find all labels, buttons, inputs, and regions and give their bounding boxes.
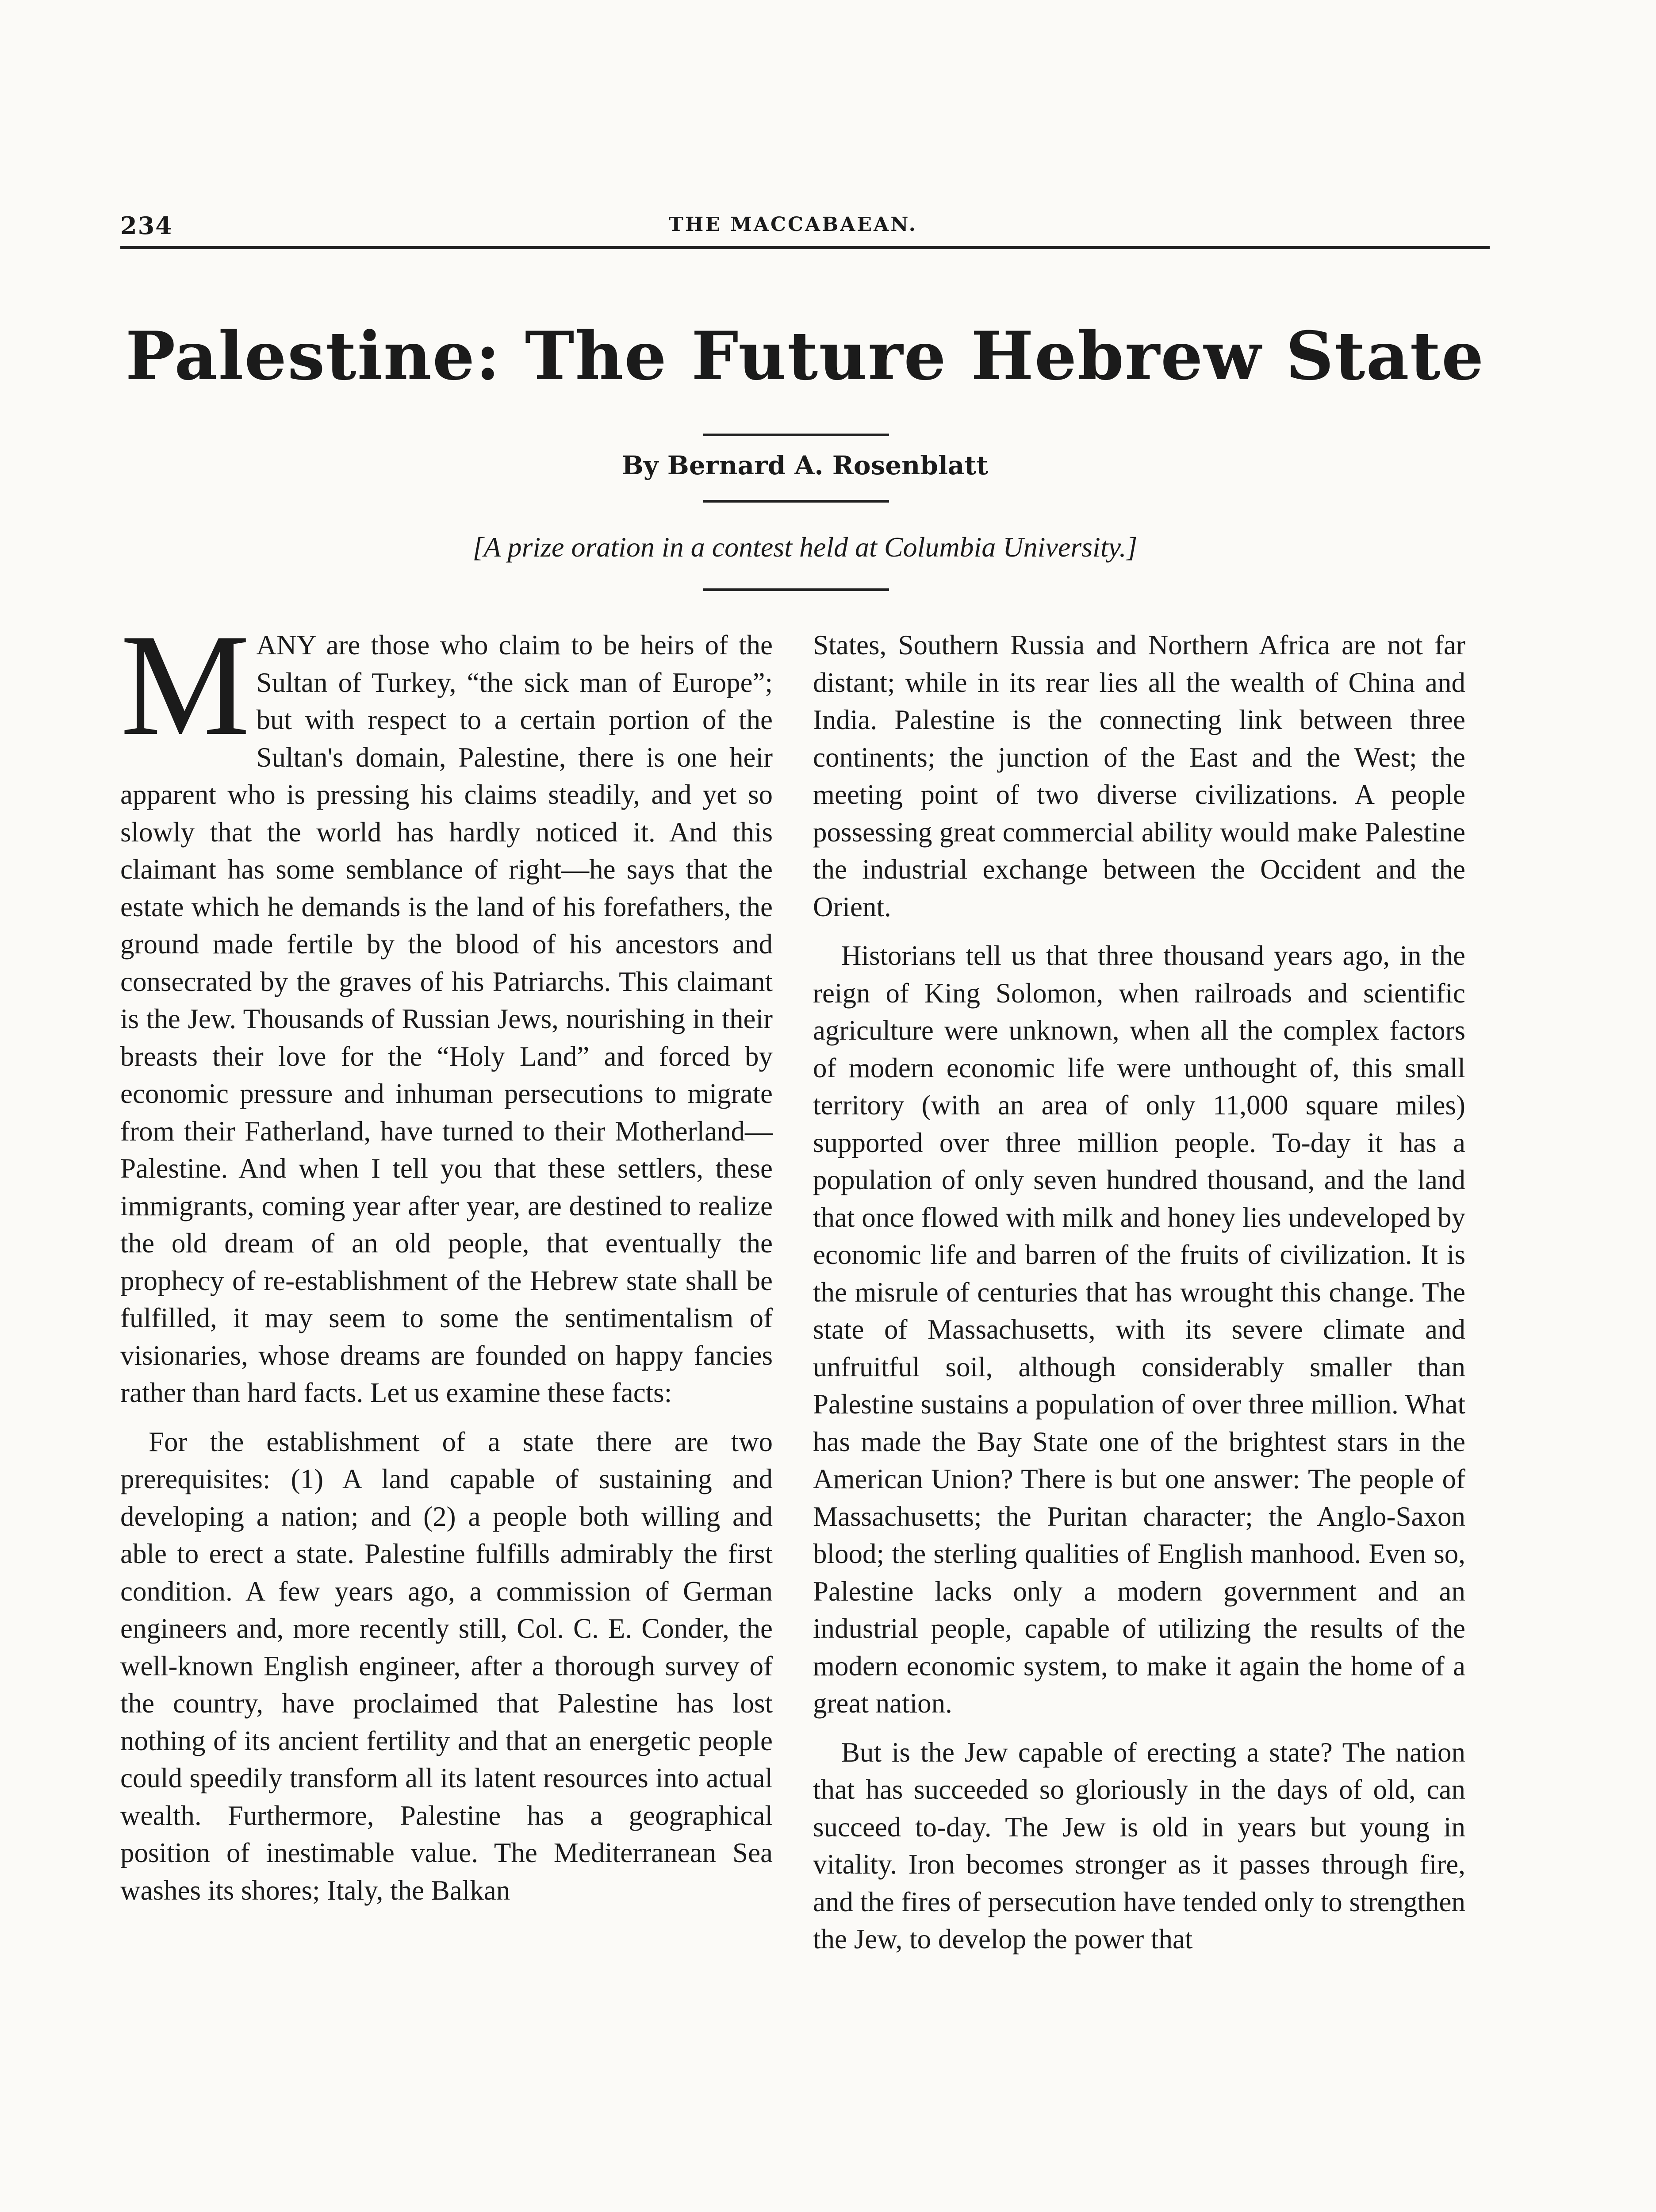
article-title: Palestine: The Future Hebrew State [125,317,1485,395]
subtitle: [A prize oration in a contest held at Columbia University.] [472,531,1138,563]
page-header [120,211,1490,242]
paragraph-5: But is the Jew capable of erecting a state? The nation that has succeeded so gloriously in the days of old, can succeed to-day. The Jew is old in years but young in vitality. Iron becomes stronger as it passes through fire, and the fires of persecution have tended only to strengthen the Jew, to develop the power that [813,1736,1465,1955]
byline-rule [703,500,889,503]
drop-cap: M [120,604,250,766]
paragraph-1-text: ANY are those who claim to be heirs of the Sultan of Turkey, “the sick man of Europe”; but with respect to a certain portion of the Sultan's domain, Palestine, there is one heir apparent who is pressing his claims steadily, and yet so slowly that the world has hardly noticed it. And this claimant has some semblance of right—he says that the estate which he demands is the land of his forefathers, the ground made fertile by the blood of his ancestors and consecrated by the graves of his Patriarchs. This claimant is the Jew. Thousands of Russian Jews, nourishing in their breasts their love for the “Holy Land” and forced by economic pressure and inhuman persecutions to migrate from their Fatherland, have turned to their Motherland—Palestine. And when I tell you that these settlers, these immigrants, coming year after year, are destined to realize the old dream of an old people, that eventually the prophecy of re-establishment of the Hebrew state shall be fulfilled, it may seem to some the sentimentalism of visionaries, whose dreams are founded on happy fancies rather than hard facts. Let us examine these facts: [120,630,773,1408]
paragraph-3: States, Southern Russia and Northern Africa are not far distant; while in its rear lies all the wealth of China and India. Palestine is the connecting link between three continents; the junction of the East and the West; the meeting point of two diverse civilizations. A people possessing great commercial ability would make Palestine the industrial exchange between the Occident and the Orient. [813,630,1465,922]
page-number: 234 [120,211,173,240]
column-left [120,604,773,1909]
title-rule [703,434,889,436]
paragraph-4: Historians tell us that three thousand years ago, in the reign of King Solomon, when railroads and scientific agriculture were unknown, when all the complex factors of modern economic life were unthought of, this small territory (with an area of only 11,000 square miles) supported over three million people. To-day it has a population of only seven hundred thousand, and the land that once flowed with milk and honey lies undeveloped by economic life and barren of the fruits of civilization. It is the misrule of centuries that has wrought this change. The state of Massachusetts, with its severe climate and unfruitful soil, although considerably smaller than Palestine sustains a population of over three million. What has made the Bay State one of the brightest stars in the American Union? There is but one answer: The people of Massachusetts; the Puritan character; the Anglo-Saxon blood; the sterling qualities of English manhood. Even so, Palestine lacks only a modern government and an industrial people, capable of utilizing the results of the modern economic system, to make it again the home of a great nation. [813,940,1465,1719]
running-head: THE MACCABAEAN. [669,213,917,236]
byline: By Bernard A. Rosenblatt [621,450,989,480]
column-right [813,626,1465,1958]
header-rule [120,246,1490,249]
subtitle-rule [703,588,889,591]
paragraph-2: For the establishment of a state there are two prerequisites: (1) A land capable of sustaining and developing a nation; and (2) a people both willing and able to erect a state. Palestine fulfills admirably the first condition. A few years ago, a commission of German engineers and, more recently still, Col. C. E. Conder, the well-known English engineer, after a thorough survey of the country, have proclaimed that Palestine has lost nothing of its ancient fertility and that an energetic people could speedily transform all its latent resources into actual wealth. Furthermore, Palestine has a geographical position of inestimable value. The Mediterranean Sea washes its shores; Italy, the Balkan [120,1426,773,1906]
paragraph-1 [120,604,773,1412]
